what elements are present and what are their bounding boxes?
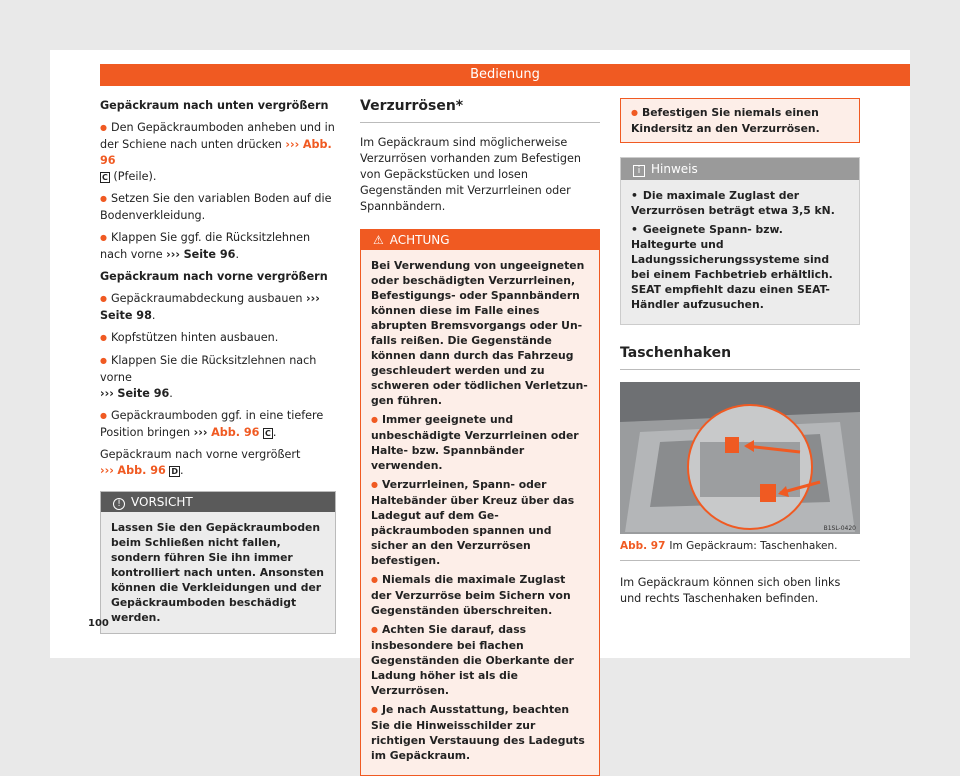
achtung-body xyxy=(361,250,599,775)
heading-enlarge-forward: Gepäckraum nach vorne vergrößern xyxy=(100,270,328,283)
section-header: Bedienung xyxy=(100,64,910,86)
warning-triangle-icon: ⚠ xyxy=(373,233,384,247)
list-item: ● Setzen Sie den variablen Boden auf die Bodenverkleidung. xyxy=(100,191,336,224)
list-item: • Die maximale Zuglast der Verzurrösen beträgt etwa 3,5 kN. xyxy=(631,188,849,218)
list-item: • Geeignete Spann- bzw. Haltegurte und Ladungssicherungssysteme sind bei einem Fachbetrieb erhältlich. SEAT empfiehlt dazu einen SEAT-Händler aufzusuchen. xyxy=(631,222,849,312)
ref-link[interactable]: Seite 96 xyxy=(183,248,236,261)
figure-letter: C xyxy=(102,173,108,182)
list-item: ● Gepäckraumboden ggf. in eine tiefere Position bringen ››› Abb. 96 C . xyxy=(100,408,336,441)
achtung-continuation: ● Befestigen Sie niemals einen Kindersitz an den Verzurrösen. xyxy=(620,98,860,143)
paragraph: Im Gepäckraum können sich oben links und rechts Taschenhaken befinden. xyxy=(620,576,841,605)
ref-link[interactable]: Seite 96 xyxy=(117,387,170,400)
achtung-title: ⚠ ACHTUNG xyxy=(361,230,599,250)
achtung-intro: Bei Verwendung von ungeeigneten oder beschädigten Verzurrleinen, Befestigungs- oder Spannbändern können diese im Falle eines abrupten Bremsvorgangs oder Unfalls reißen. Die Gegenstände können dann durch das Fahrzeug geschleudert werden und zu schweren oder tödlichen Verletzungen führen. xyxy=(371,259,588,407)
figure-letter: C xyxy=(265,429,271,438)
ref-link[interactable]: Abb. 96 xyxy=(100,138,332,167)
column-left xyxy=(100,98,336,634)
info-icon: i xyxy=(633,165,645,177)
hinweis-title: i Hinweis xyxy=(621,158,859,180)
exclamation-circle-icon: ! xyxy=(113,498,125,510)
list-item: ● Klappen Sie die Rücksitzlehnen nach vorne ››› Seite 96. xyxy=(100,353,336,402)
column-middle xyxy=(360,98,600,776)
heading-enlarge-down: Gepäckraum nach unten vergrößern xyxy=(100,99,329,112)
figure-code: B1SL-0420 xyxy=(823,525,856,532)
list-item: ● Immer geeignete und unbeschädigte Verzurrleinen oder Halte- bzw. Spannbänder verwenden. xyxy=(371,412,589,473)
page xyxy=(50,50,910,762)
hinweis-body xyxy=(621,180,859,324)
list-item: ● Niemals die maximale Zuglast der Verzurröse beim Sichern von Gegenständen überschreiten. xyxy=(371,572,589,618)
list-item: ● Verzurrleinen, Spann- oder Haltebänder über Kreuz über das Ladegut auf dem Gepäckraumboden spannen und sicher an den Verzurrösen befestigen. xyxy=(371,477,589,568)
page-number: 100 xyxy=(88,618,109,629)
trunk-illustration xyxy=(620,382,860,534)
paragraph: Gepäckraum nach vorne vergrößert ››› Abb. 96 D . xyxy=(100,448,301,477)
hinweis-box xyxy=(620,157,860,325)
list-item: ● Den Gepäckraumboden anheben und in der Schiene nach unten drücken ››› Abb. 96 C (Pfeile). xyxy=(100,120,336,185)
ref-arrow: ››› xyxy=(285,138,300,151)
figure-letter: D xyxy=(171,467,178,476)
ref-link[interactable]: Abb. 96 xyxy=(117,464,166,477)
list-item: ● Kopfstützen hinten ausbauen. xyxy=(100,330,336,347)
list-item: ● Je nach Ausstattung, beachten Sie die Hinweisschilder zur richtigen Verstauung des Ladeguts im Gepäckraum. xyxy=(371,702,589,763)
vorsicht-box xyxy=(100,491,336,634)
section-title-taschenhaken: Taschenhaken xyxy=(620,345,860,370)
vorsicht-body: Lassen Sie den Gepäckraumboden beim Schließen nicht fallen, sondern führen Sie ihn immer kontrolliert nach unten. Ansonsten können die Verkleidungen und der Gepäckraumboden beschädigt werden. xyxy=(101,512,335,633)
column-right xyxy=(620,98,860,613)
figure-caption: Abb. 97 Im Gepäckraum: Taschenhaken. xyxy=(620,534,860,561)
figure-trunk-hooks xyxy=(620,382,860,534)
section-title-verzurroesen: Verzurrösen* xyxy=(360,98,600,123)
list-item: ● Klappen Sie ggf. die Rücksitzlehnen nach vorne ››› Seite 96. xyxy=(100,230,336,263)
list-item: ● Achten Sie darauf, dass insbesondere bei flachen Gegenständen die Oberkante der Ladung höher ist als die Verzurrösen. xyxy=(371,622,589,698)
vorsicht-title: ! VORSICHT xyxy=(101,492,335,512)
list-item: ● Gepäckraumabdeckung ausbauen ››› Seite 98. xyxy=(100,291,336,324)
ref-link[interactable]: Seite 98 xyxy=(100,309,152,322)
figure-label: Abb. 97 xyxy=(620,540,666,552)
achtung-box xyxy=(360,229,600,776)
paragraph: Im Gepäckraum sind möglicherweise Verzurrösen vorhanden zum Befestigen von Gepäckstücken und losen Gegenständen mit Verzurrleinen oder Spannbändern. xyxy=(360,136,581,213)
ref-link[interactable]: Abb. 96 xyxy=(211,426,260,439)
